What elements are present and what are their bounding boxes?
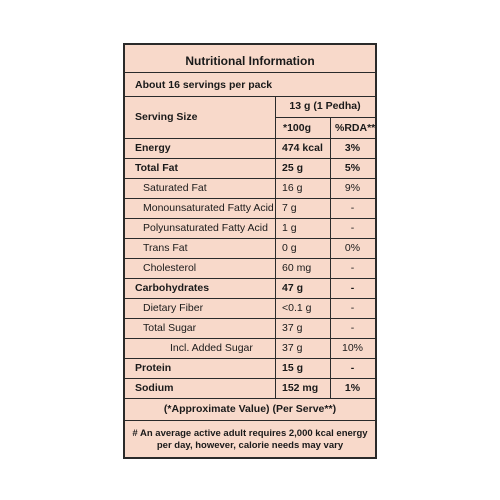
- nutrient-rda: 1%: [344, 382, 361, 394]
- nutrient-rda: 3%: [344, 142, 361, 154]
- nutrient-name: Polyunsaturated Fatty Acid: [143, 222, 268, 234]
- nutrient-name: Protein: [135, 362, 172, 374]
- nutrient-rda: 9%: [344, 182, 361, 194]
- nutrient-rda: -: [350, 262, 355, 274]
- nutrient-amount: 474 kcal: [282, 142, 323, 154]
- nutrient-rda: 5%: [344, 162, 361, 174]
- divider: [125, 96, 375, 97]
- divider: [125, 298, 375, 299]
- nutrient-rda: -: [350, 302, 355, 314]
- column-header-rda: %RDA**: [335, 122, 376, 134]
- nutrient-amount: 37 g: [282, 342, 303, 354]
- column-header-per-100g: *100g: [283, 122, 312, 134]
- divider: [125, 72, 375, 73]
- nutrient-name: Saturated Fat: [143, 182, 207, 194]
- divider: [125, 358, 375, 359]
- nutrient-name: Incl. Added Sugar: [170, 342, 253, 354]
- divider: [125, 238, 375, 239]
- footnote-line-2: per day, however, calorie needs may vary: [156, 440, 344, 451]
- approximate-value-note: (*Approximate Value) (Per Serve**): [163, 403, 337, 415]
- divider: [125, 278, 375, 279]
- nutrient-name: Monounsaturated Fatty Acid: [143, 202, 274, 214]
- nutrient-amount: 25 g: [282, 162, 304, 174]
- divider: [275, 96, 276, 398]
- serving-size-value: 13 g (1 Pedha): [289, 100, 361, 112]
- nutrient-name: Total Fat: [135, 162, 178, 174]
- nutrient-rda: -: [350, 282, 355, 294]
- divider: [125, 138, 375, 139]
- nutrient-amount: 15 g: [282, 362, 304, 374]
- divider: [125, 338, 375, 339]
- divider: [125, 258, 375, 259]
- nutrient-amount: 16 g: [282, 182, 303, 194]
- nutrient-rda: -: [350, 222, 355, 234]
- divider: [125, 218, 375, 219]
- divider: [125, 378, 375, 379]
- nutrient-amount: 1 g: [282, 222, 297, 234]
- nutrient-name: Energy: [135, 142, 171, 154]
- nutrient-name: Trans Fat: [143, 242, 188, 254]
- nutrient-amount: 37 g: [282, 322, 303, 334]
- nutrient-amount: 152 mg: [282, 382, 319, 394]
- nutrient-amount: <0.1 g: [282, 302, 312, 314]
- nutrient-amount: 0 g: [282, 242, 297, 254]
- divider: [330, 117, 331, 398]
- divider: [125, 420, 375, 421]
- nutrient-rda: -: [350, 322, 355, 334]
- divider: [275, 117, 375, 118]
- nutrient-rda: -: [350, 362, 355, 374]
- divider: [125, 178, 375, 179]
- nutrient-name: Total Sugar: [143, 322, 197, 334]
- divider: [125, 158, 375, 159]
- panel-title: Nutritional Information: [185, 54, 315, 68]
- divider: [125, 318, 375, 319]
- nutrient-name: Dietary Fiber: [143, 302, 204, 314]
- nutrient-amount: 47 g: [282, 282, 304, 294]
- nutrient-rda: -: [350, 202, 355, 214]
- nutrient-amount: 60 mg: [282, 262, 312, 274]
- servings-per-pack: About 16 servings per pack: [135, 79, 273, 91]
- nutrient-amount: 7 g: [282, 202, 297, 214]
- divider: [125, 198, 375, 199]
- serving-size-label: Serving Size: [135, 111, 198, 123]
- nutrition-panel: [123, 43, 377, 459]
- divider: [125, 398, 375, 399]
- footnote-line-1: # An average active adult requires 2,000 kcal energy: [132, 428, 368, 439]
- nutrient-name: Carbohydrates: [135, 282, 210, 294]
- nutrient-name: Sodium: [135, 382, 174, 394]
- nutrient-rda: 0%: [344, 242, 361, 254]
- nutrient-name: Cholesterol: [143, 262, 197, 274]
- nutrient-rda: 10%: [341, 342, 363, 354]
